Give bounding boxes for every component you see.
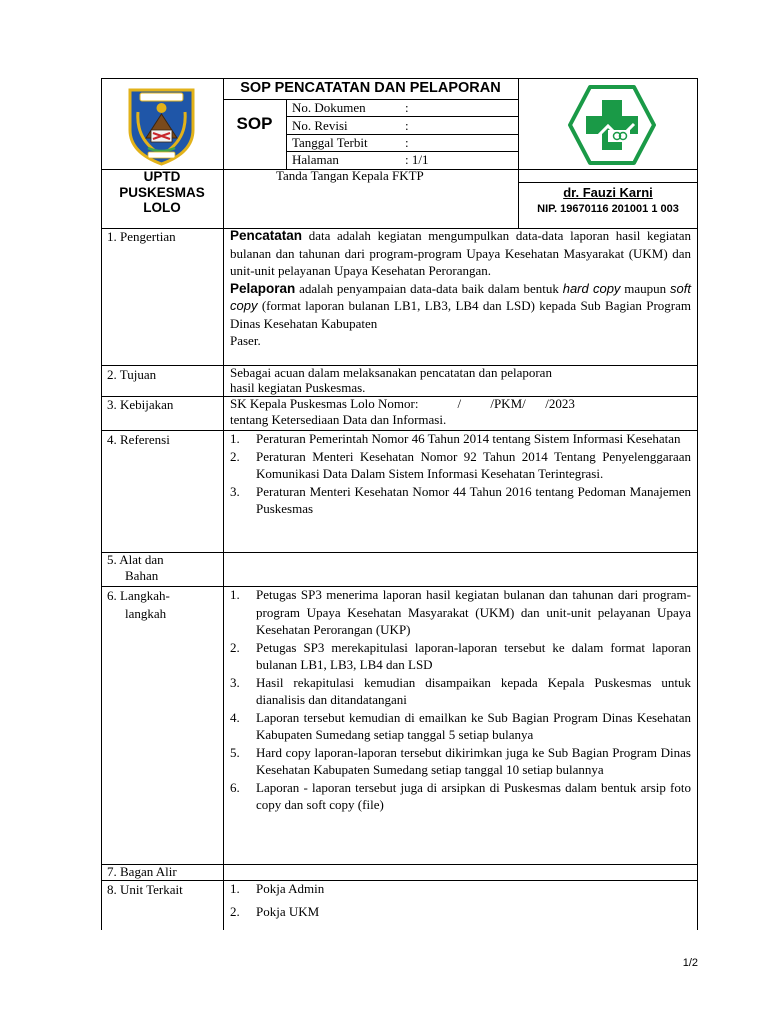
- list-number: 1.: [230, 881, 240, 896]
- list-number: 2.: [230, 639, 240, 655]
- list-text: Laporan - laporan tersebut juga di arsipkan di Puskesmas dalam bentuk arsip foto copy dan soft copy (file): [256, 779, 691, 812]
- field-label-no-revisi: No. Revisi: [292, 118, 348, 133]
- head-name: dr. Fauzi Karni: [563, 185, 653, 200]
- label-line: 6. Langkah-: [107, 588, 170, 603]
- section-label-pengertian: 1. Pengertian: [107, 229, 176, 244]
- divider: [223, 78, 224, 228]
- divider: [101, 864, 698, 865]
- unit-terkait-list: [230, 880, 691, 920]
- field-label-no-dokumen: No. Dokumen: [292, 100, 366, 115]
- pelaporan-text: adalah penyampaian data-data baik dalam bentuk: [295, 280, 563, 296]
- list-text: Laporan tersebut kemudian di emailkan ke Sub Bagian Program Dinas Kesehatan Kabupaten Sumedang setiap tanggal 5 setiap bulanya: [256, 709, 691, 742]
- tujuan-content: [230, 365, 691, 395]
- pelaporan-text: (format laporan bulanan LB1, LB3, LB4 dan LSD) kepada Sub Bagian Program Dinas Kesehatan Kabupaten: [230, 298, 691, 331]
- sop-label: SOP: [236, 114, 273, 133]
- list-text: Peraturan Pemerintah Nomor 46 Tahun 2014 tentang Sistem Informasi Kesehatan: [256, 431, 681, 446]
- puskesmas-logo: [568, 84, 656, 166]
- pelaporan-text: Paser.: [230, 333, 261, 348]
- list-text: Peraturan Menteri Kesehatan Nomor 92 Tahun 2014 Tentang Penyelenggaraan Komunikasi Data Dalam Sistem Informasi Kesehatan Terintegrasi.: [256, 448, 691, 481]
- kebijakan-line: tentang Ketersediaan Data dan Informasi.: [230, 412, 447, 427]
- list-item: [230, 744, 691, 779]
- list-item: [230, 903, 691, 921]
- list-item: [230, 709, 691, 744]
- divider: [101, 552, 698, 553]
- list-text: Peraturan Menteri Kesehatan Nomor 44 Tahun 2016 tentang Pedoman Manajemen Puskesmas: [256, 483, 691, 516]
- divider: [518, 182, 698, 183]
- field-label-tanggal-terbit: Tanggal Terbit: [292, 135, 368, 150]
- list-number: 1.: [230, 431, 240, 446]
- field-value-no-dokumen: :: [405, 100, 409, 115]
- section-label-referensi: 4. Referensi: [107, 432, 170, 447]
- list-text: Petugas SP3 merekapitulasi laporan-laporan tersebut ke dalam format laporan bulanan LB1, LB3, LB4 dan LSD: [256, 639, 691, 672]
- org-name-line: LOLO: [143, 200, 181, 215]
- list-text: Hasil rekapitulasi kemudian disampaikan kepada Kepala Puskesmas untuk dianalisis dan ditandatangani: [256, 674, 691, 707]
- field-value-tanggal-terbit: :: [405, 135, 409, 150]
- list-number: 2.: [230, 903, 240, 919]
- page-number: 1/2: [682, 957, 698, 969]
- list-text: Petugas SP3 menerima laporan hasil kegiatan bulanan dan tahunan dari program-program Upaya Kesehatan Masyarakat (UKM) dan unit-unit pelayanan Upaya Kesehatan Perorangan (UKP): [256, 587, 691, 637]
- org-name: [101, 169, 223, 216]
- label-line: Bahan: [125, 568, 159, 583]
- label-line: langkah: [125, 605, 167, 621]
- term-pencatatan: Pencatatan: [230, 228, 303, 243]
- section-label-langkah: [107, 587, 170, 622]
- referensi-list: [230, 430, 691, 518]
- list-number: 2.: [230, 448, 240, 464]
- pengertian-content: [230, 227, 691, 350]
- term-pelaporan: Pelaporan: [230, 280, 296, 296]
- term-soft-copy: soft copy: [230, 280, 692, 313]
- section-label-unit-terkait: 8. Unit Terkait: [107, 882, 183, 897]
- section-label-alat-bahan: [107, 552, 164, 584]
- section-label-kebijakan: 3. Kebijakan: [107, 397, 174, 412]
- sop-title: SOP PENCATATAN DAN PELAPORAN: [240, 80, 501, 96]
- divider: [223, 99, 518, 100]
- list-item: [230, 586, 691, 639]
- list-item: [230, 674, 691, 709]
- list-number: 3.: [230, 483, 240, 499]
- list-number: 4.: [230, 709, 240, 725]
- section-label-tujuan: 2. Tujuan: [107, 367, 157, 382]
- list-number: 5.: [230, 744, 240, 760]
- list-text: Hard copy laporan-laporan tersebut dikirimkan juga ke Sub Bagian Program Dinas Kesehatan Kabupaten Sumedang setiap tanggal 10 setiap bulannya: [256, 744, 691, 777]
- divider: [223, 228, 224, 930]
- pelaporan-text: maupun: [620, 280, 671, 296]
- list-number: 3.: [230, 674, 240, 690]
- list-number: 1.: [230, 587, 240, 602]
- list-number: 6.: [230, 779, 240, 795]
- langkah-list: [230, 586, 691, 814]
- org-name-line: UPTD: [143, 169, 181, 184]
- list-text: Pokja UKM: [256, 903, 320, 919]
- list-item: [230, 430, 691, 448]
- tujuan-line: Sebagai acuan dalam melaksanakan pencatatan dan pelaporan: [230, 365, 552, 380]
- list-item: [230, 483, 691, 518]
- signature-caption: Tanda Tangan Kepala FKTP: [276, 168, 424, 183]
- list-item: [230, 639, 691, 674]
- field-value-halaman: : 1/1: [405, 152, 429, 167]
- kebijakan-line: SK Kepala Puskesmas Lolo Nomor: / /PKM/ /2023: [230, 396, 575, 411]
- field-value-no-revisi: :: [405, 118, 409, 133]
- regency-seal-logo: [124, 86, 199, 166]
- kebijakan-content: [230, 396, 691, 428]
- pengertian-text: data adalah kegiatan mengumpulkan data-data laporan hasil kegiatan bulanan dan tahunan dari program-program Upaya Kesehatan Masyarakat (UKM) dan unit-unit pelayanan Upaya Kesehatan Perorangan.: [230, 228, 691, 278]
- head-nip: NIP. 19670116 201001 1 003: [537, 203, 679, 215]
- list-text: Pokja Admin: [256, 881, 325, 896]
- list-item: [230, 448, 691, 483]
- section-label-bagan-alir: 7. Bagan Alir: [107, 864, 177, 879]
- list-item: [230, 880, 691, 898]
- list-item: [230, 779, 691, 814]
- label-line: 5. Alat dan: [107, 552, 164, 567]
- tujuan-line: hasil kegiatan Puskesmas.: [230, 380, 366, 395]
- field-label-halaman: Halaman: [292, 152, 339, 167]
- org-name-line: PUSKESMAS: [119, 184, 205, 200]
- term-hard-copy: hard copy: [562, 280, 621, 296]
